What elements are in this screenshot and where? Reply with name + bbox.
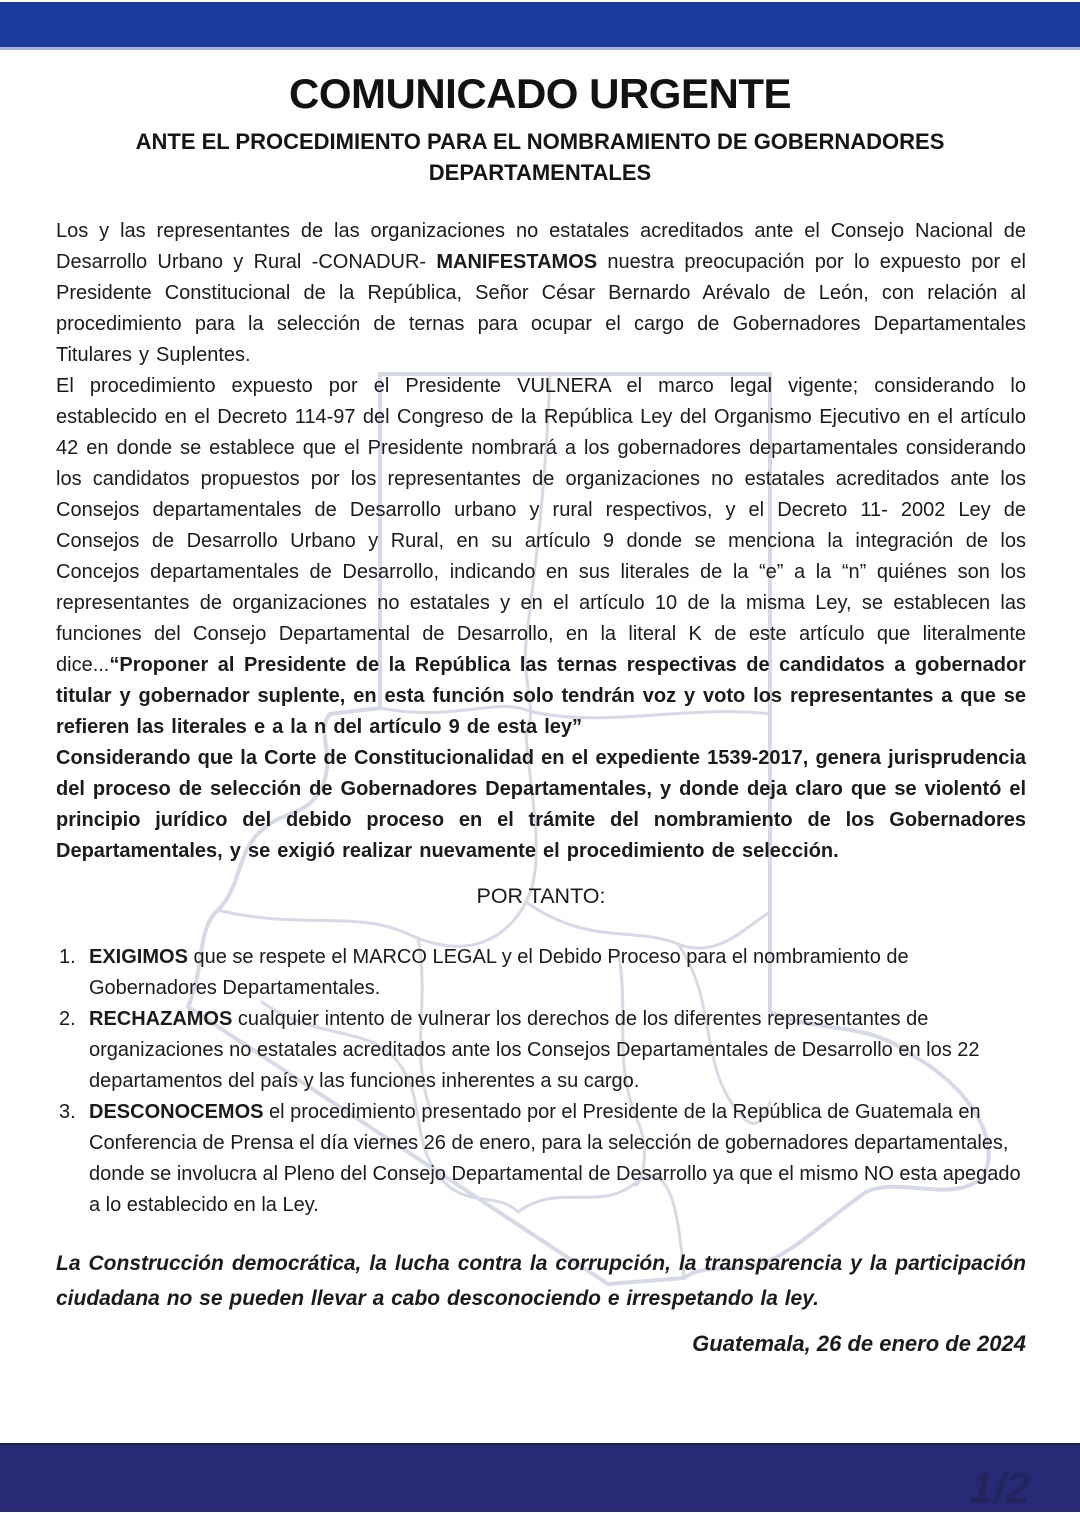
list-item-number: 2.: [59, 1008, 76, 1030]
document-body: [0, 50, 1080, 1357]
dateline: Guatemala, 26 de enero de 2024: [692, 1331, 1026, 1356]
closing-statement: La Construcción democrática, la lucha contra la corrupción, la transparencia y la participación ciudadana no se pueden llevar a cabo desconociendo e irrespetando la ley.: [56, 1252, 1026, 1310]
section-heading-por-tanto: POR TANTO:: [476, 884, 606, 908]
bottom-bar: [0, 1443, 1080, 1512]
page-number: 1/2: [968, 1464, 1030, 1513]
document-subtitle: ANTE EL PROCEDIMIENTO PARA EL NOMBRAMIENTO DE GOBERNADORES DEPARTAMENTALES: [135, 129, 945, 185]
list-item-number: 1.: [59, 946, 76, 968]
list-item-text: EXIGIMOS que se respete el MARCO LEGAL y el Debido Proceso para el nombramiento de Gobernadores Departamentales.: [89, 946, 909, 999]
list-item-number: 3.: [59, 1101, 76, 1123]
numbered-list: [56, 942, 1026, 1221]
top-bar: [0, 2, 1080, 50]
paragraph-1: Los y las representantes de las organizaciones no estatales acreditados ante el Consejo Nacional de Desarrollo Urbano y Rural -CONADUR- MANIFESTAMOS nuestra preocupación por lo expuesto por el Presidente Constitucional de la República, Señor César Bernardo Arévalo de León, con relación al procedimiento para la selección de ternas para ocupar el cargo de Gobernadores Departamentales Titulares y Suplentes.: [56, 220, 1026, 366]
document-title: COMUNICADO URGENTE: [289, 70, 791, 117]
list-item-text: DESCONOCEMOS el procedimiento presentado por el Presidente de la República de Guatemala en Conferencia de Prensa el día viernes 26 de enero, para la selección de gobernadores departamentales, donde se involucra al Pleno del Consejo Departamental de Desarrollo ya que el mismo NO esta apegado a lo establecido en la Ley.: [89, 1101, 1021, 1216]
body-text: [56, 216, 1026, 1357]
list-item-2: [56, 1004, 1026, 1097]
list-item-1: [56, 942, 1026, 1004]
list-item-3: [56, 1097, 1026, 1221]
paragraph-2: El procedimiento expuesto por el Presidente VULNERA el marco legal vigente; considerando lo establecido en el Decreto 114-97 del Congreso de la República Ley del Organismo Ejecutivo en el artículo 42 en donde se establece que el Presidente nombrará a los gobernadores departamentales considerando los candidatos propuestos por los representantes de organizaciones no estatales acreditados ante los Consejos departamentales de Desarrollo urbano y rural respectivos, y el Decreto 11- 2002 Ley de Consejos de Desarrollo Urbano y Rural, en su artículo 9 donde se menciona la integración de los Concejos departamentales de Desarrollo, indicando en sus literales de la “e” a la “n” quiénes son los representantes de organizaciones no estatales y en el artículo 10 de la misma Ley, se establecen las funciones del Consejo Departamental de Desarrollo, en la literal K de este artículo que literalmente dice...“Proponer al Presidente de la República las ternas respectivas de candidatos a gobernador titular y gobernador suplente, en esta función solo tendrán voz y voto los representantes a que se refieren las literales e a la n del artículo 9 de esta ley”: [56, 375, 1026, 738]
paragraph-3: Considerando que la Corte de Constitucionalidad en el expediente 1539-2017, genera jurisprudencia del proceso de selección de Gobernadores Departamentales, y donde deja claro que se violentó el principio jurídico del debido proceso en el trámite del nombramiento de los Gobernadores Departamentales, y se exigió realizar nuevamente el procedimiento de selección.: [56, 747, 1026, 862]
list-item-text: RECHAZAMOS cualquier intento de vulnerar los derechos de los diferentes representantes de organizaciones no estatales acreditados ante los Consejos Departamentales de Desarrollo en los 22 departamentos del país y las funciones inherentes a su cargo.: [89, 1008, 980, 1092]
